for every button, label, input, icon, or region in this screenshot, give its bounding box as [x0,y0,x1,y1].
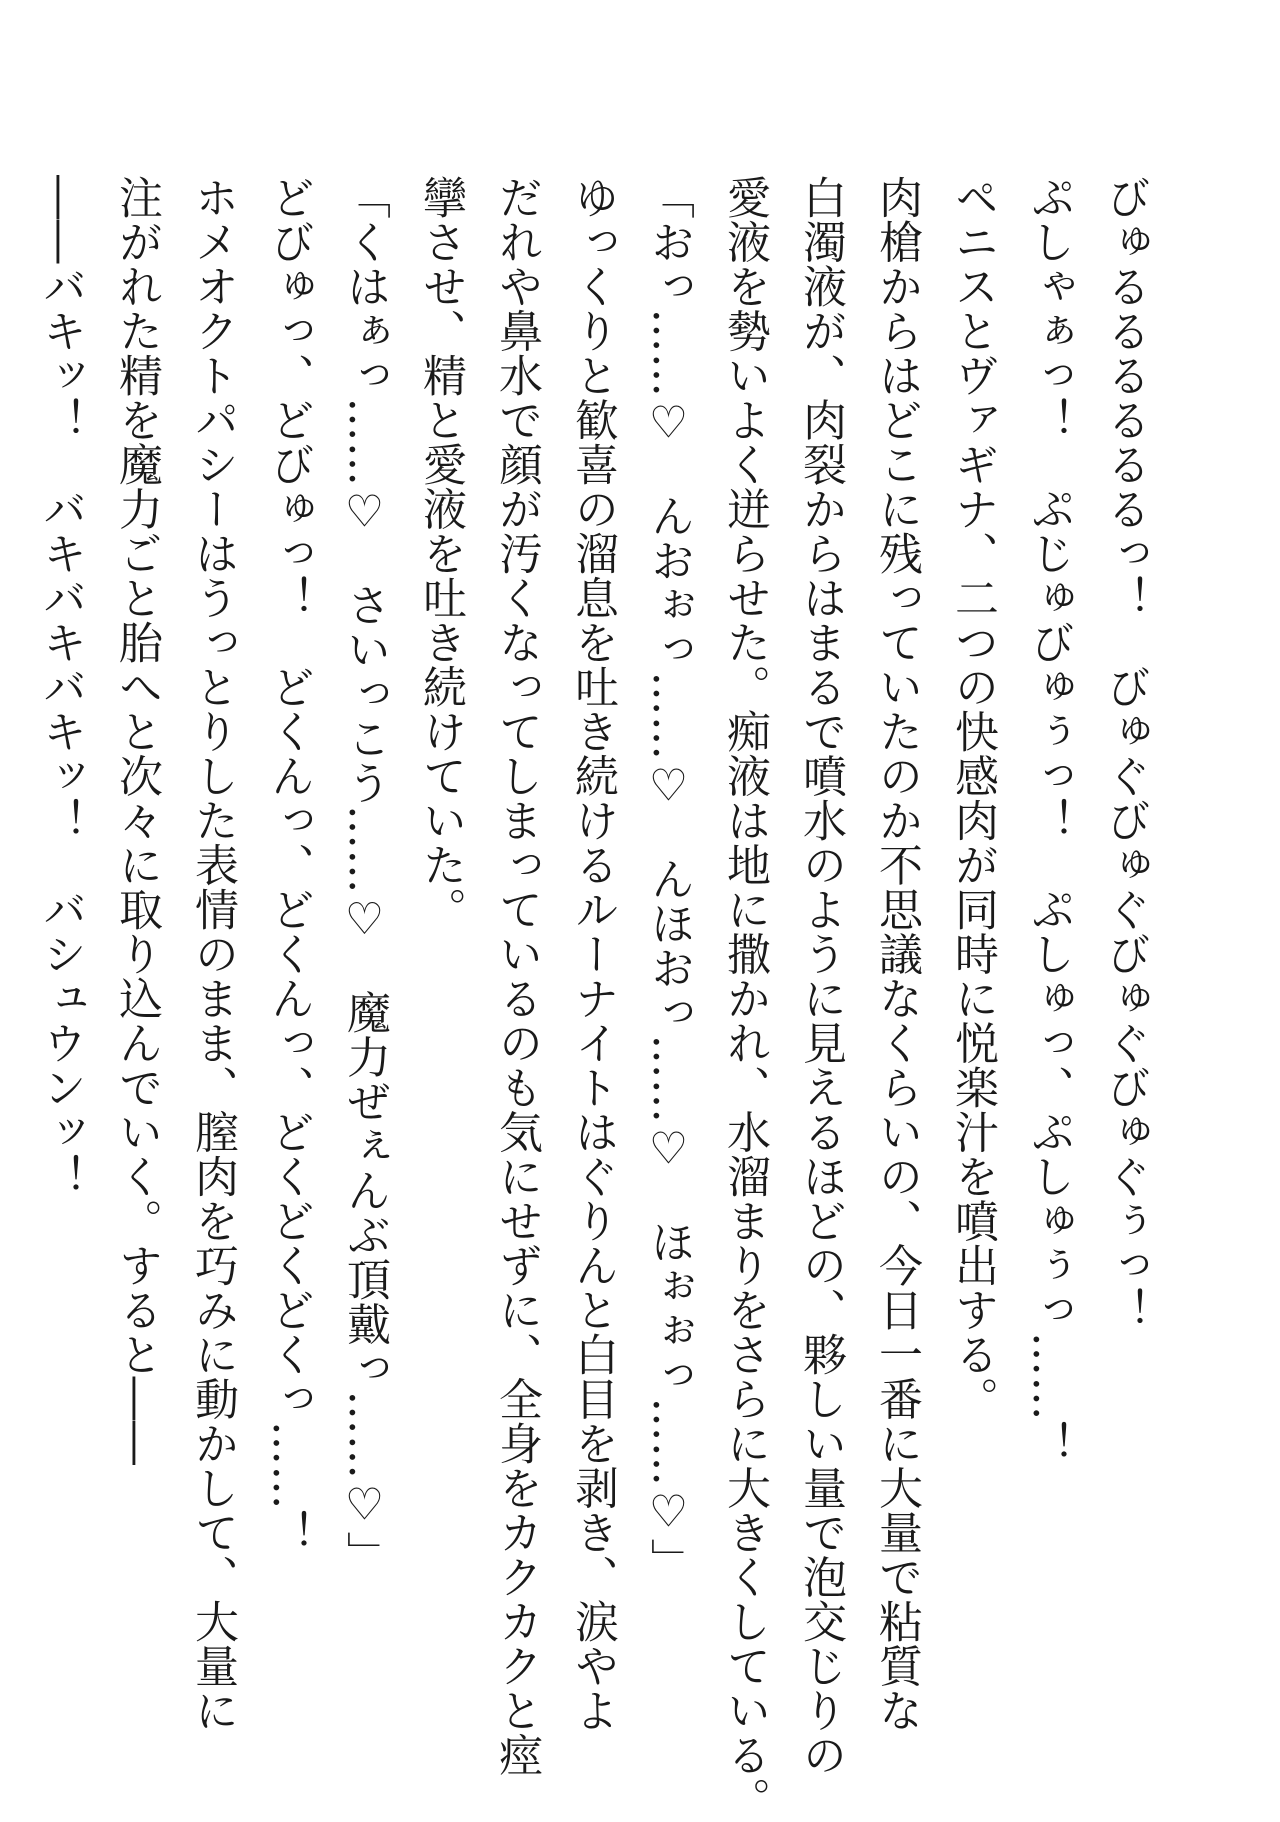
text-line: 愛液を勢いよく迸らせた。痴液は地に撒かれ、水溜まりをさらに大きくしている。 [719,175,770,1822]
text-line: 白濁液が、肉裂からはまるで噴水のように見えるほどの、夥しい量で泡交じりの [795,175,846,1777]
text-line: 「くはぁっ……♡ さいっこう……♡ 魔力ぜぇんぶ頂戴っ……♡」 [339,175,390,1576]
text-line: ペニスとヴァギナ、二つの快感肉が同時に悦楽汁を噴出する。 [947,175,998,1421]
text-line: ぷしゃぁっ！ ぷじゅびゅぅっ！ ぷしゅっ、ぷしゅぅっ……！ [1023,175,1074,1466]
text-line: ――バキッ！ バキバキバキッ！ バシュウンッ！ [35,175,86,1199]
text-line: ゆっくりと歓喜の溜息を吐き続けるルーナイトはぐりんと白目を剥き、涙やよ [567,175,618,1733]
text-line: 肉槍からはどこに残っていたのか不思議なくらいの、今日一番に大量で粘質な [871,175,922,1733]
text-line: ホメオクトパシーはうっとりした表情のまま、膣肉を巧みに動かして、大量に [187,175,238,1733]
text-line: どびゅっ、どびゅっ！ どくんっ、どくんっ、どくどくどくっ……！ [263,175,314,1555]
text-line: だれや鼻水で顔が汚くなってしまっているのも気にせずに、全身をカクカクと痙 [491,175,542,1777]
text-line: 攣させ、精と愛液を吐き続けていた。 [415,175,466,932]
vertical-text-block [35,175,1162,1822]
text-line: 「おっ……♡ んおぉっ……♡ んほおっ……♡ ほぉぉっ……♡」 [643,175,694,1583]
text-line: びゅるるるるるるっ！ びゅぐびゅぐびゅぐびゅぐぅっ！ [1099,175,1150,1332]
text-line: 注がれた精を魔力ごと胎へと次々に取り込んでいく。すると―― [111,175,162,1466]
